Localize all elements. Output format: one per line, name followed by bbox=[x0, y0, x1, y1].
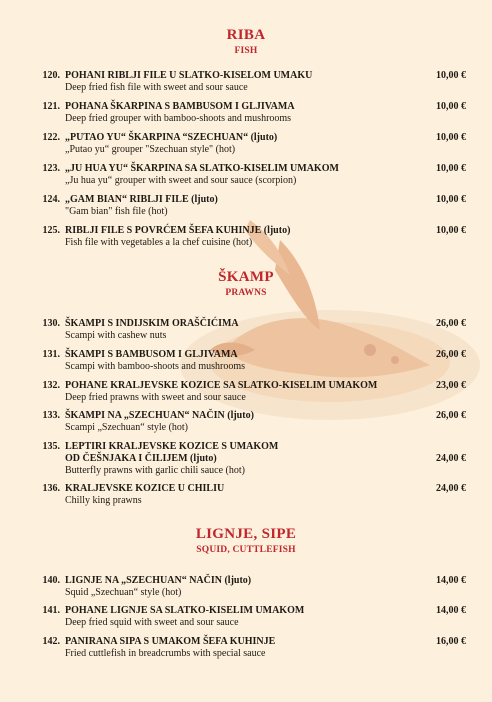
item-price: 10,00 € bbox=[436, 163, 466, 174]
item-price: 10,00 € bbox=[436, 70, 466, 81]
item-name: „JU HUA YU“ ŠKARPINA SA SLATKO-KISELIM UMAKOM bbox=[65, 163, 339, 174]
section-title: ŠKAMP bbox=[218, 269, 274, 285]
item-description: Fried cuttlefish in breadcrumbs with special sauce bbox=[65, 648, 266, 659]
item-description: Deep fried squid with sweet and sour sauce bbox=[65, 617, 239, 628]
item-name: „PUTAO YU“ ŠKARPINA “SZECHUAN“ (ljuto) bbox=[65, 132, 278, 143]
item-description: Scampi with bamboo-shoots and mushrooms bbox=[65, 361, 245, 372]
section-subtitle: PRAWNS bbox=[225, 288, 267, 298]
item-price: 10,00 € bbox=[436, 132, 466, 143]
item-name: POHANE LIGNJE SA SLATKO-KISELIM UMAKOM bbox=[65, 605, 305, 616]
item-price: 26,00 € bbox=[436, 410, 466, 421]
item-number: 140. bbox=[42, 575, 60, 586]
item-price: 24,00 € bbox=[436, 453, 466, 464]
item-name: LIGNJE NA „SZECHUAN“ NAČIN (ljuto) bbox=[65, 575, 252, 586]
item-number: 124. bbox=[42, 194, 60, 205]
item-price: 10,00 € bbox=[436, 101, 466, 112]
item-name: „GAM BIAN“ RIBLJI FILE (ljuto) bbox=[65, 194, 218, 205]
item-price: 26,00 € bbox=[436, 318, 466, 329]
item-name: POHANI RIBLJI FILE U SLATKO-KISELOM UMAKU bbox=[65, 70, 313, 81]
item-description: Scampi with cashew nuts bbox=[65, 330, 167, 341]
item-name: PANIRANA SIPA S UMAKOM ŠEFA KUHINJE bbox=[65, 636, 276, 647]
item-price: 26,00 € bbox=[436, 349, 466, 360]
item-price: 14,00 € bbox=[436, 575, 466, 586]
item-description: „Ju hua yu“ grouper with sweet and sour sauce (scorpion) bbox=[65, 175, 297, 186]
item-description: Squid „Szechuan“ style (hot) bbox=[65, 587, 182, 598]
section-subtitle: SQUID, CUTTLEFISH bbox=[196, 545, 296, 555]
section-title: LIGNJE, SIPE bbox=[195, 526, 297, 542]
item-price: 14,00 € bbox=[436, 605, 466, 616]
item-name: LEPTIRI KRALJEVSKE KOZICE S UMAKOM OD ČEŠNJAKA I ČILIJEM (ljuto) bbox=[65, 441, 279, 464]
item-description: Deep fried fish file with sweet and sour sauce bbox=[65, 82, 248, 93]
item-number: 142. bbox=[42, 636, 60, 647]
item-description: Chilly king prawns bbox=[65, 495, 142, 506]
item-description: Deep fried grouper with bamboo-shoots and mushrooms bbox=[65, 113, 292, 124]
item-name: POHANE KRALJEVSKE KOZICE SA SLATKO-KISELIM UMAKOM bbox=[65, 380, 378, 391]
item-name: POHANA ŠKARPINA S BAMBUSOM I GLJIVAMA bbox=[65, 101, 295, 112]
item-number: 130. bbox=[42, 318, 60, 329]
item-price: 24,00 € bbox=[436, 483, 466, 494]
item-number: 120. bbox=[42, 70, 60, 81]
item-number: 141. bbox=[42, 605, 60, 616]
item-number: 133. bbox=[42, 410, 60, 421]
section-squid bbox=[0, 526, 492, 555]
item-number: 135. bbox=[42, 441, 60, 452]
item-price: 10,00 € bbox=[436, 194, 466, 205]
item-price: 16,00 € bbox=[436, 636, 466, 647]
item-number: 121. bbox=[42, 101, 60, 112]
item-name: ŠKAMPI NA „SZECHUAN“ NAČIN (ljuto) bbox=[65, 410, 254, 421]
item-description: Scampi „Szechuan“ style (hot) bbox=[65, 422, 189, 433]
item-number: 125. bbox=[42, 225, 60, 236]
section-prawns bbox=[0, 269, 492, 298]
item-number: 122. bbox=[42, 132, 60, 143]
item-number: 131. bbox=[42, 349, 60, 360]
item-name: KRALJEVSKE KOZICE U CHILIU bbox=[65, 483, 225, 494]
item-description: Fish file with vegetables a la chef cuisine (hot) bbox=[65, 237, 253, 248]
section-subtitle: FISH bbox=[234, 46, 258, 56]
item-description: „Putao yu“ grouper "Szechuan style" (hot) bbox=[65, 144, 236, 155]
item-name: RIBLJI FILE S POVRĆEM ŠEFA KUHINJE (ljuto) bbox=[65, 225, 291, 236]
item-number: 123. bbox=[42, 163, 60, 174]
item-name: ŠKAMPI S BAMBUSOM I GLJIVAMA bbox=[65, 349, 238, 360]
item-name: ŠKAMPI S INDIJSKIM ORAŠČIĆIMA bbox=[65, 318, 239, 329]
item-number: 136. bbox=[42, 483, 60, 494]
section-fish bbox=[0, 27, 492, 56]
item-description: "Gam bian" fish file (hot) bbox=[65, 206, 168, 217]
section-title: RIBA bbox=[226, 27, 266, 43]
item-number: 132. bbox=[42, 380, 60, 391]
item-description: Butterfly prawns with garlic chili sauce (hot) bbox=[65, 465, 245, 476]
item-price: 10,00 € bbox=[436, 225, 466, 236]
item-description: Deep fried prawns with sweet and sour sauce bbox=[65, 392, 246, 403]
item-price: 23,00 € bbox=[436, 380, 466, 391]
